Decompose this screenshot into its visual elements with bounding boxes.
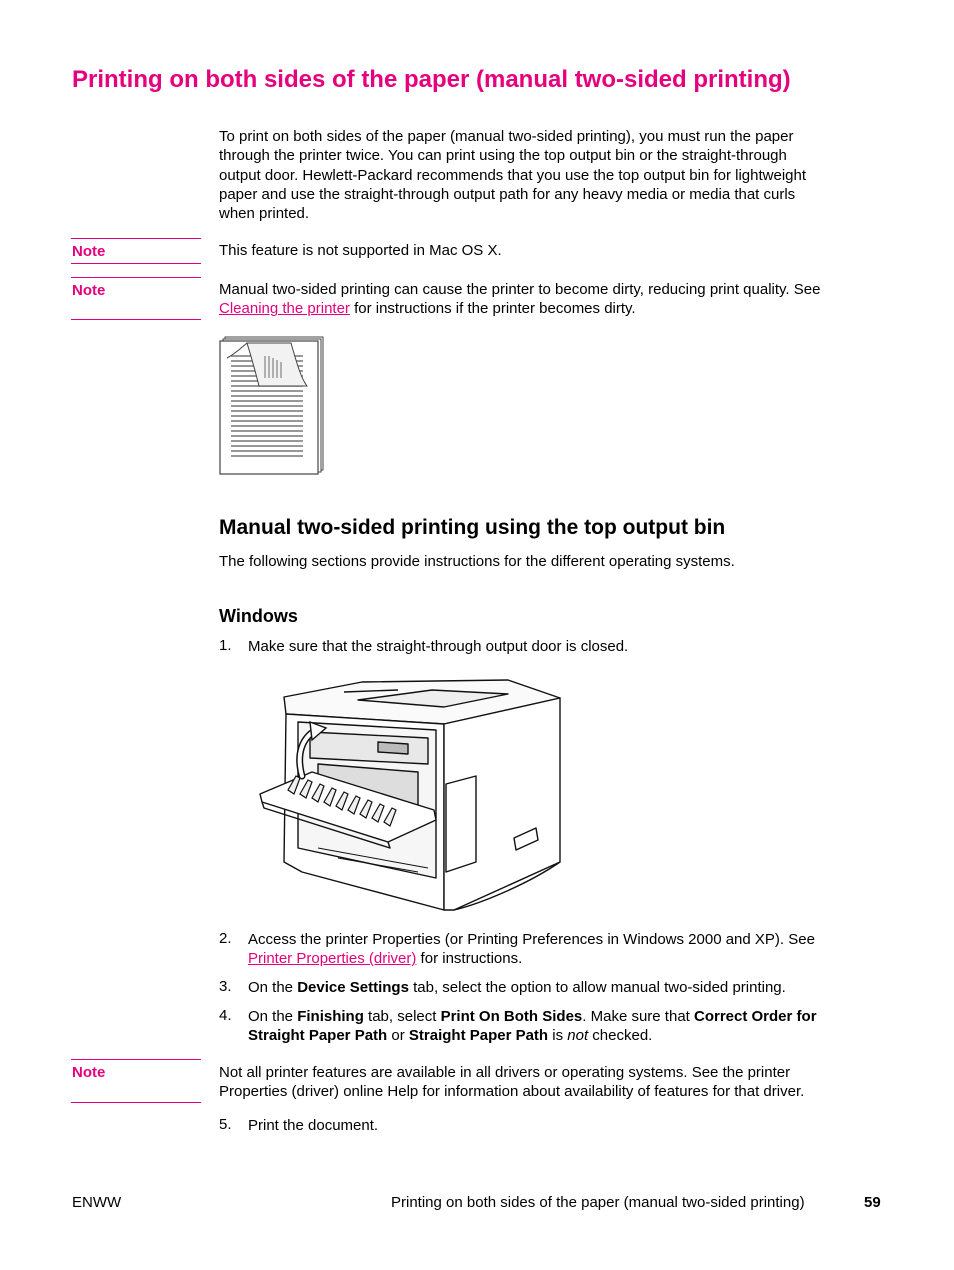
page-number: 59: [864, 1194, 881, 1211]
note-rule-top: [71, 277, 201, 278]
step-text: [248, 978, 878, 997]
finishing-label: Finishing: [297, 1008, 364, 1025]
step-text-part: or: [387, 1027, 409, 1045]
section-intro: The following sections provide instructions for the different operating systems.: [219, 553, 735, 570]
note-line: Manual two-sided printing can cause the printer to become dirty, reducing print quality. See: [219, 281, 821, 298]
printer-properties-link[interactable]: Printer Properties (driver): [248, 950, 417, 968]
correct-order-label: Straight Paper Path: [248, 1027, 388, 1045]
intro-line: through the printer twice. You can print using the top output bin or the straight-through: [219, 147, 787, 165]
note-label: Note: [72, 1064, 106, 1081]
note-rule-bottom: [71, 319, 201, 320]
cleaning-the-printer-link[interactable]: Cleaning the printer: [219, 300, 350, 318]
step-number: 5.: [219, 1116, 232, 1133]
note-label: Note: [72, 282, 106, 299]
device-settings-label: Device Settings: [297, 979, 409, 996]
step-text-part: checked.: [588, 1027, 653, 1045]
page-title: Printing on both sides of the paper (manual two-sided printing): [72, 66, 791, 93]
step-number: 3.: [219, 978, 232, 995]
note-rule-top: [71, 1059, 201, 1060]
note-link-suffix: for instructions if the printer becomes dirty.: [349, 300, 636, 318]
note-rule-top: [71, 238, 201, 239]
straight-paper-path-label: Straight Paper Path: [408, 1027, 549, 1045]
step-text-part: . Make sure that: [582, 1008, 694, 1025]
footer-left: ENWW: [72, 1194, 122, 1211]
note-line: Not all printer features are available in all drivers or operating systems. See the printer: [219, 1064, 791, 1081]
printer-illustration: [258, 672, 566, 912]
note-text: This feature is not supported in Mac OS X.: [219, 242, 502, 259]
emphasis-not: not: [567, 1027, 589, 1045]
step-link-suffix: for instructions.: [416, 950, 523, 968]
correct-order-label: Correct Order for: [694, 1008, 817, 1025]
step-line: Access the printer Properties (or Printing Preferences in Windows 2000 and XP). See: [248, 931, 815, 948]
step-number: 4.: [219, 1007, 232, 1024]
step-number: 2.: [219, 930, 232, 947]
step-number: 1.: [219, 637, 232, 654]
step-text-part: On the: [248, 1008, 298, 1025]
step-text-part: tab, select the option to allow manual two-sided printing.: [408, 979, 786, 996]
step-text: [248, 1007, 878, 1046]
intro-line: output door. Hewlett-Packard recommends that you use the top output bin for lightweight: [219, 166, 807, 184]
step-text: Make sure that the straight-through output door is closed.: [248, 638, 629, 655]
note-rule-bottom: [71, 263, 201, 264]
step-line: [248, 1007, 878, 1026]
section-heading: Manual two-sided printing using the top output bin: [219, 516, 726, 539]
step-text-part: On the: [248, 979, 298, 996]
step-text-part: tab, select: [363, 1008, 441, 1025]
note-rule-bottom: [71, 1102, 201, 1103]
intro-line: paper and use the straight-through output path for any heavy media or media that curls: [219, 185, 796, 203]
print-on-both-sides-label: Print On Both Sides: [440, 1008, 583, 1025]
footer-title: Printing on both sides of the paper (manual two-sided printing): [391, 1194, 805, 1211]
step-text: [248, 930, 878, 969]
note-line: [219, 299, 899, 318]
step-text-part: is: [548, 1027, 568, 1045]
step-line: [248, 1026, 878, 1045]
note-label: Note: [72, 243, 106, 260]
two-sided-page-illustration: [219, 334, 327, 476]
step-text: Print the document.: [248, 1117, 379, 1134]
intro-line: when printed.: [219, 205, 310, 223]
note-text: [219, 280, 899, 319]
intro-paragraph: [219, 127, 879, 223]
step-line: [248, 949, 878, 968]
note-text: [219, 1063, 899, 1102]
intro-line: To print on both sides of the paper (manual two-sided printing), you must run the paper: [219, 128, 794, 145]
note-line: Properties (driver) online Help for information about availability of features for that driver.: [219, 1083, 805, 1101]
subsection-heading-windows: Windows: [219, 606, 298, 626]
